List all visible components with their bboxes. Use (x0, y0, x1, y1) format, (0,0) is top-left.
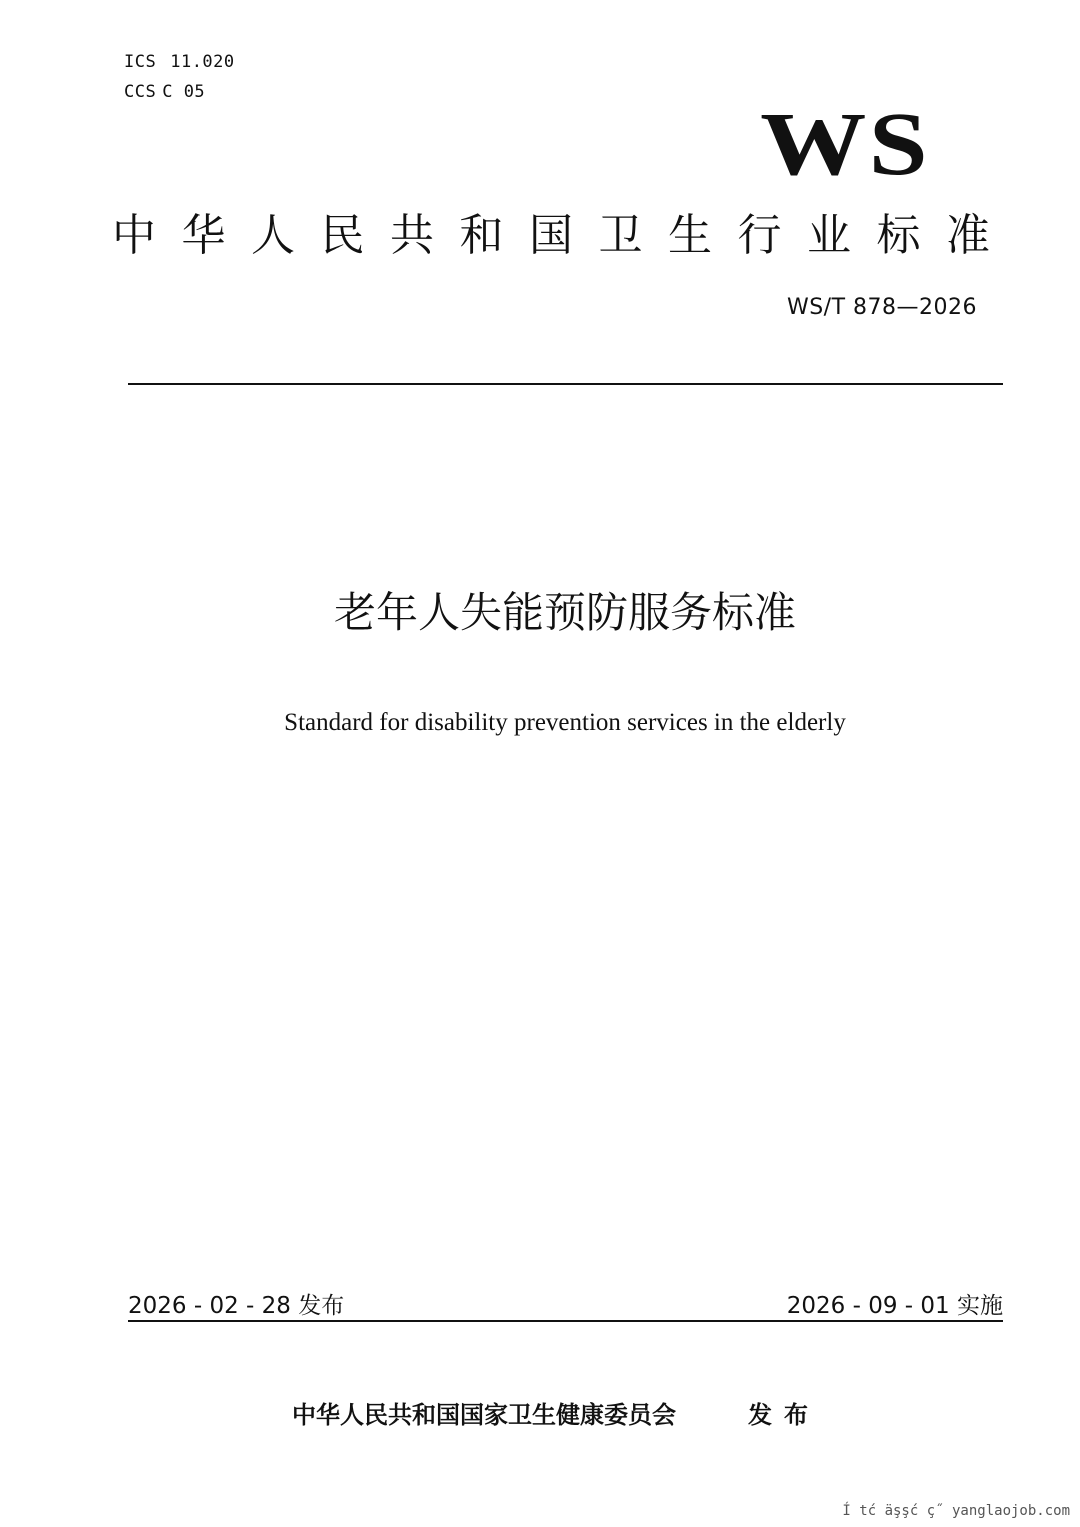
publisher-action: 发布 (748, 1401, 820, 1429)
implementation-date: 2026 - 09 - 01 实施 (786, 1293, 1003, 1319)
ics-code: 11.020 (170, 52, 235, 72)
standard-category-title: 中华人民共和国卫生行业标准 (112, 210, 1016, 261)
document-title-english: Standard for disability prevention services in the elderly (284, 709, 846, 736)
top-divider (128, 383, 1003, 385)
bottom-divider (128, 1320, 1003, 1322)
ics-classification (124, 52, 235, 72)
watermark: Í tć äşşć ç˝ yanglaojob.com (842, 1503, 1070, 1519)
ics-label: ICS (124, 52, 157, 72)
ccs-label: CCS (124, 82, 157, 102)
ws-logo: WS (760, 95, 930, 194)
publisher-name: 中华人民共和国国家卫生健康委员会 (292, 1401, 676, 1429)
ccs-code: C 05 (162, 82, 206, 102)
ccs-classification (124, 82, 205, 102)
standard-number: WS/T 878—2026 (786, 295, 977, 320)
issue-date: 2026 - 02 - 28 发布 (128, 1293, 345, 1319)
document-title-chinese: 老年人失能预防服务标准 (333, 588, 796, 637)
